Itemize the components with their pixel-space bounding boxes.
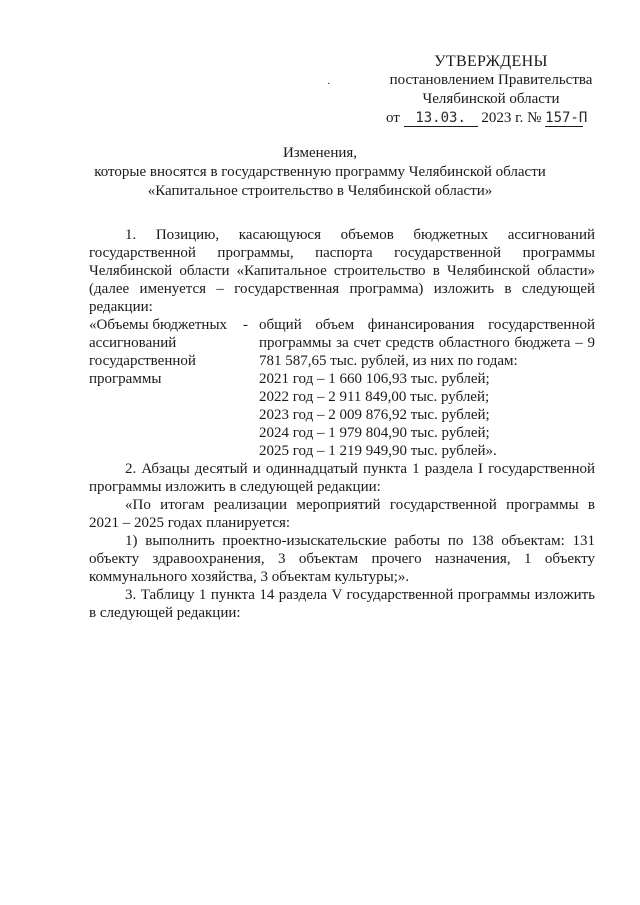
approval-date: 13.03. (404, 110, 478, 127)
budget-values-column (259, 316, 595, 460)
approval-line-2: Челябинской области (422, 91, 560, 107)
stray-dot: · (327, 79, 331, 90)
approval-number: 157-П (545, 110, 588, 126)
document-body (89, 226, 595, 622)
quote-paragraph-2: 1) выполнить проектно-изыскательские работы по 138 объектам: 131 объекту здравоохранения, 3 объектам прочего назначения, 1 объекту коммунального хозяйства, 3 объектам культуры;». (89, 533, 595, 585)
item-2-paragraph: 2. Абзацы десятый и одиннадцатый пункта 1 раздела I государственной программы изложить в следующей редакции: (89, 461, 595, 495)
quote-paragraph-1: «По итогам реализации мероприятий государственной программы в 2021 – 2025 годах планируется: (89, 497, 595, 531)
title-line-3: «Капитальное строительство в Челябинской области» (147, 183, 493, 199)
budget-intro: общий объем финансирования государственной программы за счет средств областного бюджета – 9 781 587,65 тыс. рублей, из них по годам: (259, 317, 595, 369)
budget-label-line: «Объемы бюджетных (89, 317, 228, 333)
item-1-paragraph: 1. Позицию, касающуюся объемов бюджетных ассигнований государственной программы, паспорта государственной программы Челябинской области «Капитальное строительство в Челябинской области» (далее именуется – государственная программа) изложить в следующей редакции: (89, 227, 595, 315)
approval-stamp (386, 52, 596, 128)
budget-label-line: программы (89, 371, 162, 387)
budget-label-line: ассигнований (89, 335, 177, 351)
budget-year-row: 2025 год – 1 219 949,90 тыс. рублей». (259, 443, 497, 459)
document-title (80, 144, 560, 201)
title-line-2: которые вносятся в государственную программу Челябинской области (94, 164, 546, 180)
budget-year-row: 2023 год – 2 009 876,92 тыс. рублей; (259, 407, 490, 423)
dash-symbol: - (243, 317, 248, 333)
approval-year: 2023 г. № (481, 110, 542, 126)
budget-label-column (89, 316, 259, 460)
budget-years (259, 370, 595, 460)
budget-year-row: 2024 год – 1 979 804,90 тыс. рублей; (259, 425, 490, 441)
budget-year-row: 2021 год – 1 660 106,93 тыс. рублей; (259, 371, 490, 387)
budget-year-row: 2022 год – 2 911 849,00 тыс. рублей; (259, 389, 490, 405)
item-3-paragraph: 3. Таблицу 1 пункта 14 раздела V государственной программы изложить в следующей редакции: (89, 587, 595, 621)
date-prefix: от (386, 110, 400, 126)
budget-label-line: государственной (89, 353, 196, 369)
budget-table (89, 316, 595, 460)
approval-date-line (386, 109, 596, 128)
approval-line-1: постановлением Правительства (389, 72, 593, 88)
approval-heading: УТВЕРЖДЕНЫ (434, 53, 548, 70)
title-line-1: Изменения, (282, 145, 358, 161)
